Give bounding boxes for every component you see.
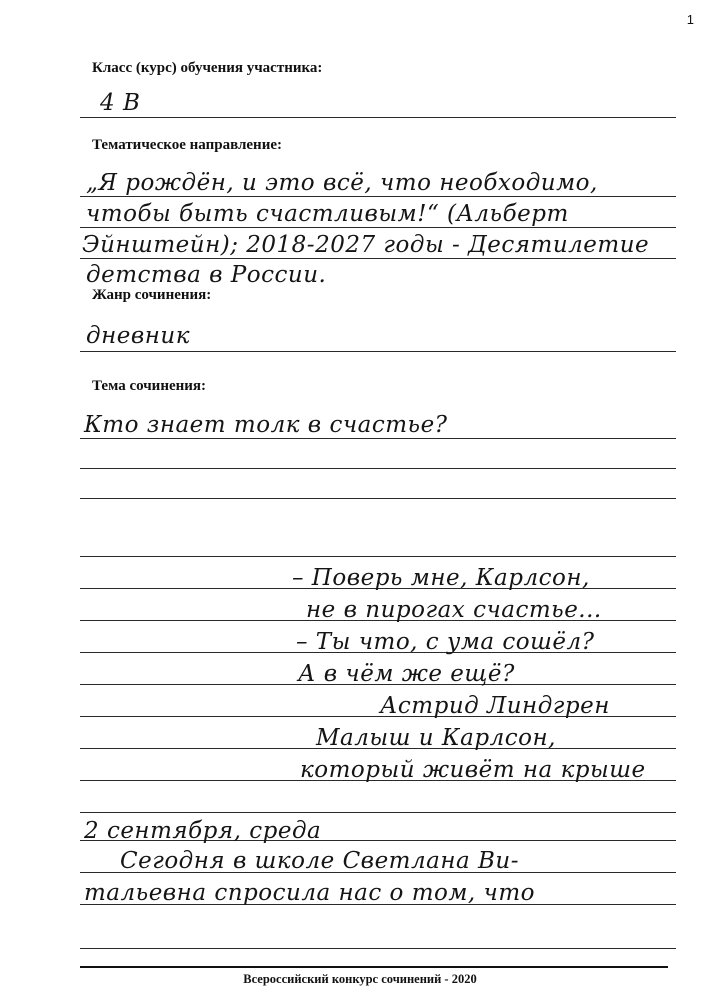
theme-rule-1: [80, 438, 676, 439]
class-value: 4 В: [100, 90, 141, 116]
epigraph-source-line-1: Малыш и Карлсон,: [316, 725, 556, 751]
epigraph-line-1: – Поверь мне, Карлсон,: [292, 565, 590, 591]
body-rule: [80, 556, 676, 557]
epigraph-line-3: – Ты что, с ума сошёл?: [296, 629, 595, 655]
entry-date: 2 сентября, среда: [84, 818, 322, 844]
body-rule: [80, 948, 676, 949]
direction-rule-1: [80, 196, 676, 197]
genre-label: Жанр сочинения:: [92, 287, 212, 303]
class-label: Класс (курс) обучения участника:: [92, 60, 323, 76]
epigraph-line-4: А в чём же ещё?: [298, 661, 515, 687]
theme-label: Тема сочинения:: [92, 378, 207, 394]
entry-text-line-1: Сегодня в школе Светлана Ви-: [120, 848, 520, 874]
page-number: 1: [686, 12, 694, 27]
footer-text: Всероссийский конкурс сочинений - 2020: [243, 972, 477, 986]
genre-rule: [80, 351, 676, 352]
theme-value: Кто знает толк в счастье?: [84, 412, 448, 438]
genre-value: дневник: [86, 323, 190, 349]
direction-line-4: детства в России.: [86, 262, 327, 288]
body-rule: [80, 812, 676, 813]
direction-line-2: чтобы быть счастливым!“ (Альберт: [86, 201, 569, 227]
direction-line-3: Эйнштейн); 2018-2027 годы - Десятилетие: [82, 232, 650, 258]
epigraph-line-2: не в пирогах счастье...: [306, 597, 602, 623]
direction-rule-2: [80, 227, 676, 228]
theme-rule-2: [80, 468, 676, 469]
direction-line-1: „Я рождён, и это всё, что необходимо,: [86, 170, 598, 196]
direction-label: Тематическое направление:: [92, 137, 282, 153]
footer-rule: [80, 966, 668, 968]
epigraph-author: Астрид Линдгрен: [380, 693, 610, 719]
class-rule: [80, 117, 676, 118]
epigraph-source-line-2: который живёт на крыше: [300, 757, 646, 783]
direction-rule-3: [80, 258, 676, 259]
theme-rule-3: [80, 498, 676, 499]
entry-text-line-2: тальевна спросила нас о том, что: [84, 880, 536, 906]
